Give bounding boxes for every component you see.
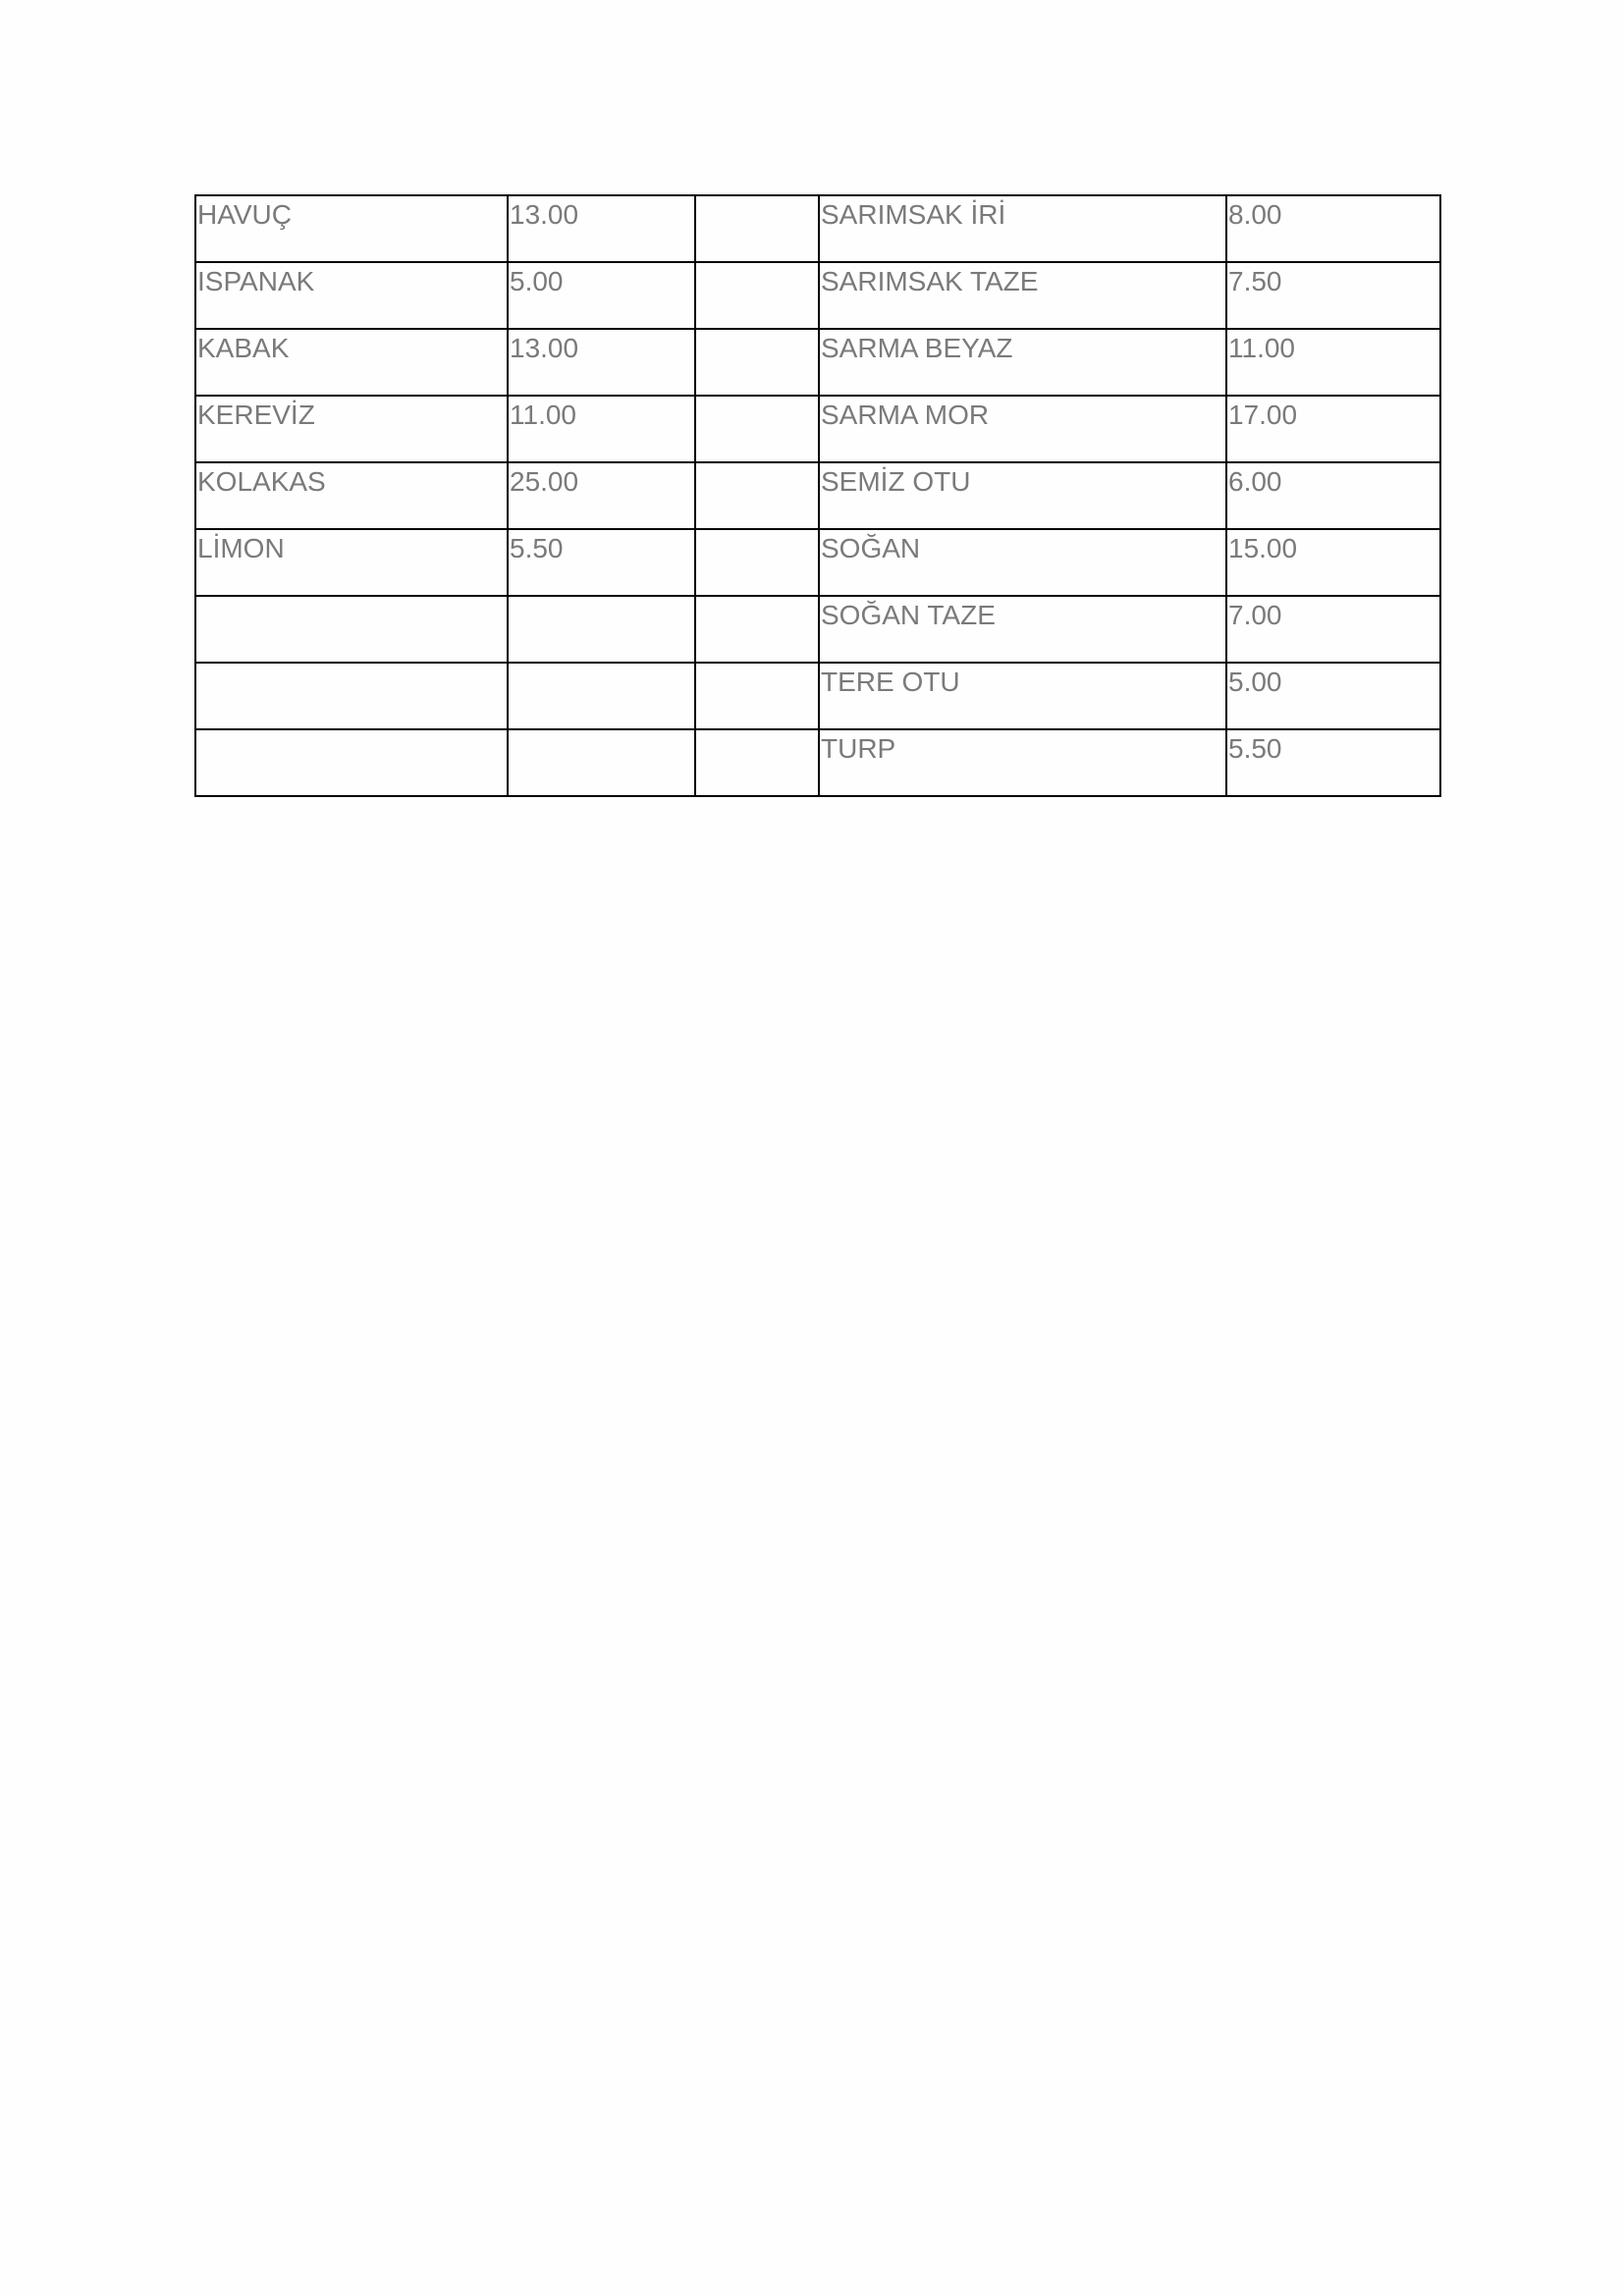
left-item-cell (195, 262, 508, 329)
left-price-cell (508, 329, 695, 396)
right-price-text: 5.50 (1228, 733, 1282, 764)
left-item-text: KOLAKAS (197, 466, 326, 497)
spacer-cell (695, 596, 819, 663)
table-row (195, 262, 1440, 329)
left-item-cell (195, 596, 508, 663)
table-row (195, 195, 1440, 262)
right-item-text: SARIMSAK İRİ (821, 199, 1006, 230)
left-item-cell (195, 396, 508, 462)
left-price-text: 25.00 (510, 466, 579, 497)
right-item-text: SARMA MOR (821, 400, 990, 430)
left-item-text: ISPANAK (197, 266, 315, 296)
right-price-cell (1226, 596, 1440, 663)
left-price-cell (508, 596, 695, 663)
right-price-text: 7.00 (1228, 600, 1282, 630)
table-row (195, 396, 1440, 462)
price-table (194, 194, 1441, 797)
table-row (195, 663, 1440, 729)
left-item-text (197, 664, 507, 667)
right-price-cell (1226, 529, 1440, 596)
right-price-cell (1226, 396, 1440, 462)
left-item-cell (195, 529, 508, 596)
spacer-cell (695, 729, 819, 796)
left-price-cell (508, 663, 695, 729)
left-price-cell (508, 262, 695, 329)
spacer-cell (695, 396, 819, 462)
left-price-text: 13.00 (510, 199, 579, 230)
right-item-cell (819, 663, 1226, 729)
right-item-text: SEMİZ OTU (821, 466, 971, 497)
left-item-cell (195, 663, 508, 729)
left-item-cell (195, 329, 508, 396)
left-price-cell (508, 462, 695, 529)
right-item-cell (819, 529, 1226, 596)
right-item-cell (819, 462, 1226, 529)
right-price-text: 5.00 (1228, 667, 1282, 697)
table-row (195, 529, 1440, 596)
left-item-text (197, 730, 507, 734)
left-price-text (510, 664, 694, 667)
right-item-cell (819, 195, 1226, 262)
left-price-cell (508, 529, 695, 596)
table-row (195, 462, 1440, 529)
right-item-text: SARIMSAK TAZE (821, 266, 1039, 296)
left-item-text: KABAK (197, 333, 290, 363)
left-price-text (510, 730, 694, 734)
right-item-text: SARMA BEYAZ (821, 333, 1013, 363)
left-item-text: KEREVİZ (197, 400, 315, 430)
left-item-text: HAVUÇ (197, 199, 292, 230)
right-item-text: SOĞAN TAZE (821, 600, 996, 630)
right-item-text: TERE OTU (821, 667, 960, 697)
right-item-cell (819, 729, 1226, 796)
right-item-cell (819, 329, 1226, 396)
right-item-cell (819, 596, 1226, 663)
right-price-text: 8.00 (1228, 199, 1282, 230)
right-item-cell (819, 262, 1226, 329)
table-row (195, 329, 1440, 396)
left-price-text (510, 597, 694, 601)
left-price-cell (508, 396, 695, 462)
right-item-text: SOĞAN (821, 533, 921, 563)
left-price-text: 5.00 (510, 266, 564, 296)
left-price-cell (508, 729, 695, 796)
spacer-cell (695, 462, 819, 529)
right-price-cell (1226, 262, 1440, 329)
left-item-text: LİMON (197, 533, 285, 563)
right-price-cell (1226, 462, 1440, 529)
left-item-cell (195, 195, 508, 262)
table-row (195, 729, 1440, 796)
right-price-text: 11.00 (1228, 333, 1295, 363)
spacer-cell (695, 195, 819, 262)
right-price-text: 6.00 (1228, 466, 1282, 497)
left-price-cell (508, 195, 695, 262)
left-item-cell (195, 462, 508, 529)
right-item-text: TURP (821, 733, 896, 764)
right-price-cell (1226, 663, 1440, 729)
right-price-cell (1226, 195, 1440, 262)
left-item-cell (195, 729, 508, 796)
price-table-body (195, 195, 1440, 796)
right-item-cell (819, 396, 1226, 462)
spacer-cell (695, 529, 819, 596)
right-price-text: 17.00 (1228, 400, 1298, 430)
left-price-text: 13.00 (510, 333, 579, 363)
left-item-text (197, 597, 507, 601)
left-price-text: 11.00 (510, 400, 576, 430)
table-row (195, 596, 1440, 663)
right-price-text: 15.00 (1228, 533, 1298, 563)
spacer-cell (695, 262, 819, 329)
right-price-cell (1226, 329, 1440, 396)
right-price-cell (1226, 729, 1440, 796)
spacer-cell (695, 663, 819, 729)
spacer-cell (695, 329, 819, 396)
left-price-text: 5.50 (510, 533, 564, 563)
right-price-text: 7.50 (1228, 266, 1282, 296)
